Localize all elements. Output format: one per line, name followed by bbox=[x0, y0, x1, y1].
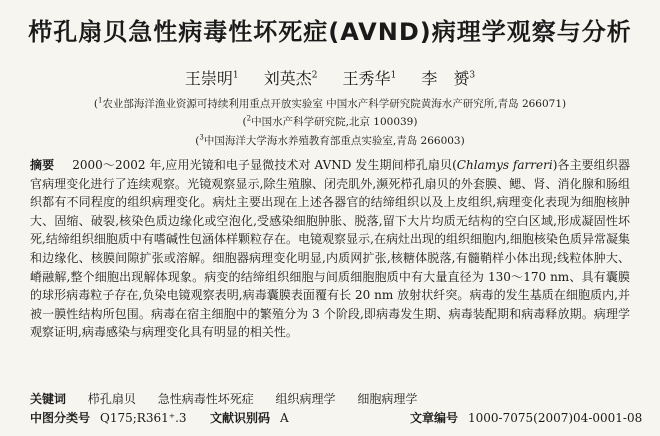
affiliation-1: ($^1$农业部海洋渔业资源可持续利用重点开放实验室 中国水产科学研究院黄海水产研究所,青岛 266071) bbox=[93, 96, 567, 110]
affiliation-3: ($^3$中国海洋大学海水养殖教育部重点实验室,青岛 266003) bbox=[195, 133, 465, 147]
doc-code-cell bbox=[210, 409, 410, 426]
article-number-cell bbox=[410, 409, 643, 426]
affiliation-text: 中国海洋大学海水养殖教育部重点实验室,青岛 266003) bbox=[203, 135, 465, 147]
abstract-label: 摘要 bbox=[30, 158, 55, 172]
author-affil-mark: 3 bbox=[469, 70, 476, 81]
author-affil-mark: 1 bbox=[390, 70, 397, 81]
article-number-value: 1000-7075(2007)04-0001-08 bbox=[468, 411, 643, 425]
author-2 bbox=[264, 66, 318, 89]
author-name: 李 赟 bbox=[421, 69, 470, 88]
author-affil-mark: 2 bbox=[311, 70, 318, 81]
author-list bbox=[0, 66, 660, 89]
keywords bbox=[30, 390, 630, 407]
author-name: 王秀华 bbox=[342, 69, 391, 88]
clc-value: Q175;R361⁺.3 bbox=[100, 411, 187, 425]
species-name: Chlamys farreri bbox=[456, 158, 553, 172]
keyword: 组织病理学 bbox=[275, 392, 336, 406]
author-3 bbox=[343, 66, 397, 89]
author-1 bbox=[185, 66, 239, 89]
abstract-text-before: 2000～2002 年,应用光镜和电子显微技术对 AVND 发生期间栉孔扇贝( bbox=[72, 158, 457, 172]
affiliation-text: 中国水产科学研究院,北京 100039) bbox=[251, 116, 418, 128]
abstract bbox=[30, 156, 630, 342]
affiliation-text: 农业部海洋渔业资源可持续利用重点开放实验室 中国水产科学研究院黄海水产研究所,青岛 266071) bbox=[102, 98, 567, 110]
keyword: 栉孔扇贝 bbox=[87, 392, 136, 406]
affiliation-mark: 3 bbox=[199, 133, 204, 142]
abstract-text-after: )各主要组织器官病理变化进行了连续观察。光镜观察显示,除生殖腺、闭壳肌外,濒死栉孔扇贝的外套膜、鳃、肾、消化腺和肠组织都有不同程度的组织病理变化。病灶主要出现在上述各器官的结缔组织以及上皮组织,病理变化表现为细胞核肿大、固缩、破裂,核染色质边缘化或空泡化,受感染细胞肿胀、脱落,留下大片均质无结构的空白区域,形成凝固性坏死,结缔组织细胞质中有嗜碱性包涵体样颗粒存在。电镜观察显示,在病灶出现的组织细胞内,细胞核染色质异常凝集和边缘化、核膜间隙扩张或溶解。细胞器病理变化明显,内质网扩张,核糖体脱落,有髓鞘样小体出现;线粒体肿大、嵴融解,整个细胞出现解体现象。病变的结缔组织细胞与间质细胞胞质中有大量直径为 130～170 nm、具有囊膜的球形病毒粒子存在,负染电镜观察表明,病毒囊膜表面覆有长 20 nm 放射状纤突。病毒的发生基质在细胞质内,并被一膜性结构所包围。病毒在宿主细胞中的繁殖分为 3 个阶段,即病毒发生期、病毒装配期和病毒释放期。病理学观察证明,病毒感染与病理变化具有明显的相关性。 bbox=[30, 158, 630, 340]
classification-row bbox=[30, 409, 643, 426]
keywords-label: 关键词 bbox=[30, 392, 67, 406]
author-name: 刘英杰 bbox=[263, 69, 312, 88]
keyword: 细胞病理学 bbox=[357, 392, 418, 406]
affiliation-mark: 2 bbox=[246, 114, 252, 123]
author-name: 王崇明 bbox=[184, 69, 233, 88]
doc-code-value: A bbox=[280, 411, 289, 425]
keyword: 急性病毒性坏死症 bbox=[157, 392, 254, 406]
author-4 bbox=[421, 66, 475, 89]
affiliation-2: ($^2$中国水产科学研究院,北京 100039) bbox=[242, 114, 418, 128]
article-number-label: 文章编号 bbox=[410, 411, 459, 425]
doc-code-label: 文献识别码 bbox=[210, 411, 271, 425]
clc-cell bbox=[30, 409, 210, 426]
clc-label: 中图分类号 bbox=[30, 411, 91, 425]
author-affil-mark: 1 bbox=[232, 70, 239, 81]
affiliation-mark: 1 bbox=[97, 96, 103, 105]
paper-title: 栉孔扇贝急性病毒性坏死症(AVND)病理学观察与分析 bbox=[28, 18, 632, 46]
